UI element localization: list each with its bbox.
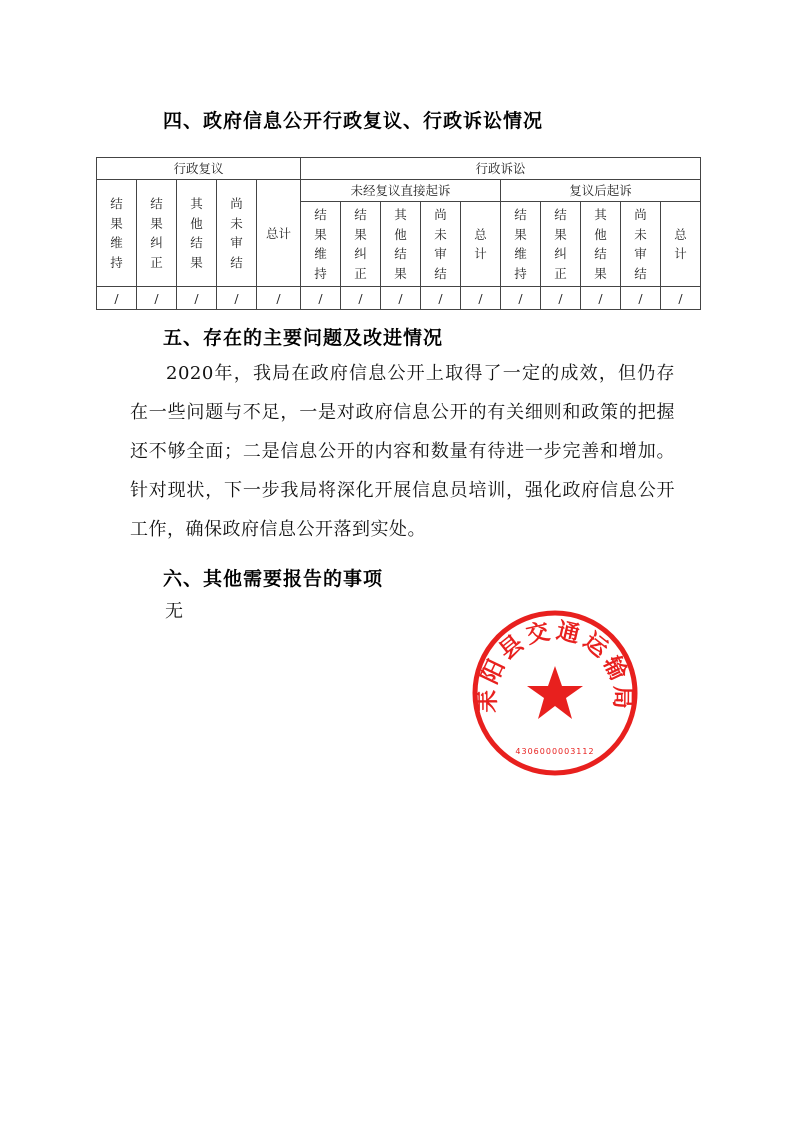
- table-cell: /: [421, 287, 461, 310]
- after-maintained-header: 结果维持: [501, 202, 541, 287]
- direct-maintained-header: 结果维持: [301, 202, 341, 287]
- official-seal-icon: [470, 608, 640, 778]
- review-corrected-header: 结果纠正: [137, 180, 177, 287]
- table-cell: /: [257, 287, 301, 310]
- table-cell: /: [461, 287, 501, 310]
- after-review-header: 复议后起诉: [501, 180, 701, 202]
- review-other-header: 其他结果: [177, 180, 217, 287]
- table-cell: /: [97, 287, 137, 310]
- problems-paragraph: 2020年，我局在政府信息公开上取得了一定的成效，但仍存在一些问题与不足，一是对政府信息公开的有关细则和政策的把握还不够全面；二是信息公开的内容和数量有待进一步完善和增加。针对现状，下一步我局将深化开展信息员培训，强化政府信息公开工作，确保政府信息公开落到实处。: [130, 363, 675, 540]
- after-total-header: 总计: [661, 202, 701, 287]
- table-cell: /: [581, 287, 621, 310]
- table-cell: /: [137, 287, 177, 310]
- direct-total-header: 总计: [461, 202, 501, 287]
- none-text: 无: [165, 601, 183, 622]
- seal-code: 4306000003112: [515, 747, 595, 756]
- direct-suit-header: 未经复议直接起诉: [301, 180, 501, 202]
- review-total-header: 总计: [257, 180, 301, 287]
- seal-star-icon: [527, 666, 583, 719]
- direct-pending-header: 尚未审结: [421, 202, 461, 287]
- direct-corrected-header: 结果纠正: [341, 202, 381, 287]
- table-cell: /: [217, 287, 257, 310]
- admin-litigation-header: 行政诉讼: [301, 158, 701, 180]
- table-cell: /: [177, 287, 217, 310]
- table-cell: /: [661, 287, 701, 310]
- table-cell: /: [341, 287, 381, 310]
- review-pending-header: 尚未审结: [217, 180, 257, 287]
- section-6-title: 六、其他需要报告的事项: [163, 568, 384, 590]
- review-maintained-header: 结果维持: [97, 180, 137, 287]
- after-corrected-header: 结果纠正: [541, 202, 581, 287]
- direct-other-header: 其他结果: [381, 202, 421, 287]
- table-cell: /: [621, 287, 661, 310]
- section-4-title: 四、政府信息公开行政复议、行政诉讼情况: [163, 110, 544, 132]
- table-cell: /: [381, 287, 421, 310]
- seal-text: 耒阳县交通运输局: [474, 617, 636, 713]
- admin-review-header: 行政复议: [97, 158, 301, 180]
- table-cell: /: [541, 287, 581, 310]
- after-other-header: 其他结果: [581, 202, 621, 287]
- review-litigation-table: [96, 157, 701, 310]
- after-pending-header: 尚未审结: [621, 202, 661, 287]
- table-cell: /: [301, 287, 341, 310]
- table-cell: /: [501, 287, 541, 310]
- section-5-title: 五、存在的主要问题及改进情况: [163, 327, 444, 349]
